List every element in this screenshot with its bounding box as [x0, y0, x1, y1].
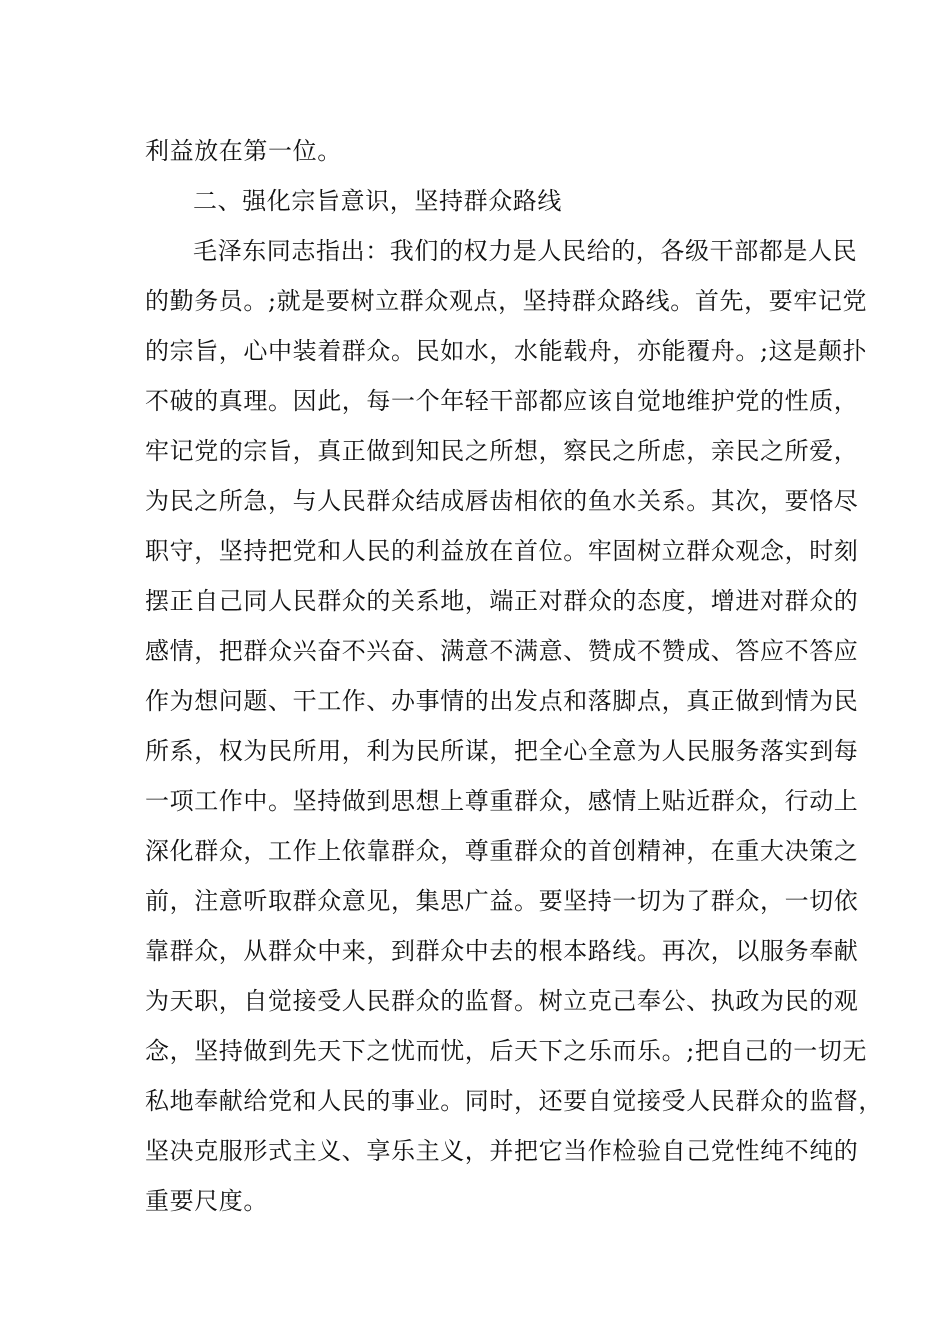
section-heading: 二、强化宗旨意识，坚持群众路线 — [193, 187, 562, 215]
text-line: 一项工作中。坚持做到思想上尊重群众，感情上贴近群众，行动上 — [145, 787, 859, 815]
text-line: 念，坚持做到先天下之忧而忧，后天下之乐而乐。;把自己的一切无 — [145, 1037, 868, 1065]
text-line: 重要尺度。 — [145, 1187, 268, 1215]
text-line: 作为想问题、干工作、办事情的出发点和落脚点，真正做到情为民 — [145, 687, 859, 715]
text-line: 私地奉献给党和人民的事业。同时，还要自觉接受人民群众的监督， — [145, 1087, 883, 1115]
text-line: 感情，把群众兴奋不兴奋、满意不满意、赞成不赞成、答应不答应 — [145, 637, 859, 665]
text-line: 为民之所急，与人民群众结成唇齿相依的鱼水关系。其次，要恪尽 — [145, 487, 859, 515]
text-line: 靠群众，从群众中来，到群众中去的根本路线。再次，以服务奉献 — [145, 937, 859, 965]
text-line: 摆正自己同人民群众的关系地，端正对群众的态度，增进对群众的 — [145, 587, 859, 615]
text-line: 深化群众，工作上依靠群众，尊重群众的首创精神，在重大决策之 — [145, 837, 859, 865]
text-line: 牢记党的宗旨，真正做到知民之所想，察民之所虑，亲民之所爱， — [145, 437, 859, 465]
text-line: 为天职，自觉接受人民群众的监督。树立克己奉公、执政为民的观 — [145, 987, 859, 1015]
text-line: 毛泽东同志指出：我们的权力是人民给的，各级干部都是人民 — [193, 237, 858, 265]
text-line: 职守，坚持把党和人民的利益放在首位。牢固树立群众观念，时刻 — [145, 537, 859, 565]
text-line: 坚决克服形式主义、享乐主义，并把它当作检验自己党性纯不纯的 — [145, 1137, 859, 1165]
text-line: 不破的真理。因此，每一个年轻干部都应该自觉地维护党的性质， — [145, 387, 859, 415]
text-line: 所系，权为民所用，利为民所谋，把全心全意为人民服务落实到每 — [145, 737, 859, 765]
text-line: 的勤务员。;就是要树立群众观点，坚持群众路线。首先，要牢记党 — [145, 287, 868, 315]
text-line: 前，注意听取群众意见，集思广益。要坚持一切为了群众，一切依 — [145, 887, 859, 915]
text-line: 利益放在第一位。 — [145, 137, 342, 165]
text-line: 的宗旨，心中装着群众。民如水，水能载舟，亦能覆舟。;这是颠扑 — [145, 337, 868, 365]
